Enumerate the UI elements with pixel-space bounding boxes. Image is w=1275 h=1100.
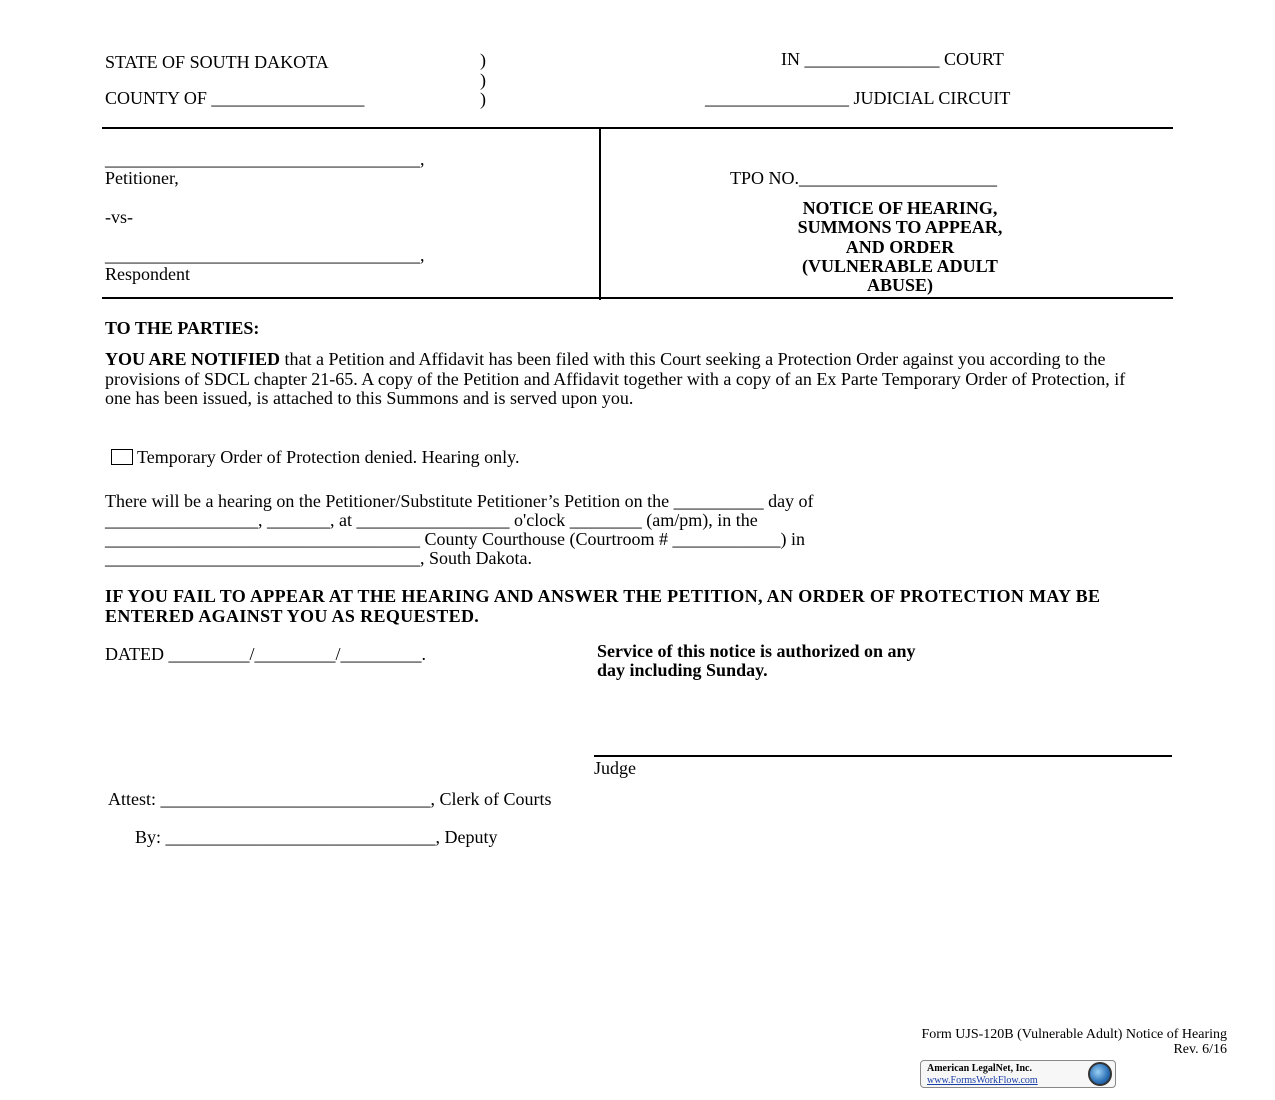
tpo-denied-checkbox[interactable]: [111, 449, 133, 465]
notice-paragraph: [105, 350, 1155, 409]
notified-lead: YOU ARE NOTIFIED: [105, 349, 281, 369]
attest-field[interactable]: Attest: ______________________________, Clerk of Courts: [108, 789, 552, 809]
court-field[interactable]: IN _______________ COURT: [781, 49, 1004, 69]
tpo-denied-label: Temporary Order of Protection denied. Hearing only.: [137, 447, 520, 467]
hearing-line-1[interactable]: There will be a hearing on the Petitioner/Substitute Petitioner’s Petition on the __________ day of: [105, 491, 814, 511]
service-line-1: Service of this notice is authorized on any: [597, 641, 916, 661]
globe-icon: [1088, 1062, 1112, 1086]
state-label: STATE OF SOUTH DAKOTA: [105, 52, 329, 72]
logo-url-link[interactable]: www.FormsWorkFlow.com: [927, 1075, 1038, 1086]
caption-bottom-rule: [102, 297, 1173, 299]
title-line-4: (VULNERABLE ADULT: [802, 255, 998, 276]
respondent-label: Respondent: [105, 264, 190, 284]
title-line-5: ABUSE): [866, 275, 933, 296]
notified-text: that a Petition and Affidavit has been filed with this Court seeking a Protection Order against you according to the provisions of SDCL chapter 21-65. A copy of the Petition and Affidavit together with a copy of an Ex Parte Temporary Order of Protection, if one has been issued, is attached to this Summons and is served upon you.: [105, 349, 1126, 408]
revision-date: Rev. 6/16: [1173, 1042, 1227, 1057]
hearing-line-2[interactable]: _________________, _______, at _________________ o'clock ________ (am/pm), in the: [105, 510, 758, 530]
hearing-line-3[interactable]: ___________________________________ County Courthouse (Courtroom # ____________) in: [105, 529, 805, 549]
caption-top-rule: [102, 127, 1173, 129]
document-title: [700, 199, 1100, 295]
judicial-circuit-field[interactable]: ________________ JUDICIAL CIRCUIT: [705, 88, 1011, 108]
caption-divider: [599, 129, 601, 300]
deputy-field[interactable]: By: ______________________________, Deputy: [135, 827, 498, 847]
failure-warning: IF YOU FAIL TO APPEAR AT THE HEARING AND ANSWER THE PETITION, AN ORDER OF PROTECTION MAY BE ENTERED AGAINST YOU AS REQUESTED.: [105, 586, 1101, 626]
petitioner-label: Petitioner,: [105, 168, 179, 188]
title-line-1: NOTICE OF HEARING,: [802, 198, 998, 218]
dated-field[interactable]: DATED _________/_________/_________.: [105, 644, 426, 664]
caption-paren-3: ): [480, 89, 486, 109]
logo-company-name: American LegalNet, Inc.: [927, 1063, 1032, 1074]
form-number: Form UJS-120B (Vulnerable Adult) Notice of Hearing: [921, 1027, 1227, 1042]
respondent-name-field[interactable]: ___________________________________,: [105, 245, 425, 265]
versus-label: -vs-: [105, 207, 133, 227]
judge-signature-line[interactable]: [594, 755, 1172, 757]
county-field[interactable]: COUNTY OF _________________: [105, 88, 365, 108]
caption-paren-1: ): [480, 50, 486, 70]
judge-label: Judge: [594, 758, 636, 778]
service-line-2: day including Sunday.: [597, 660, 768, 680]
tpo-number-field[interactable]: TPO NO.______________________: [730, 168, 998, 188]
to-the-parties-heading: TO THE PARTIES:: [105, 318, 260, 338]
american-legalnet-logo[interactable]: [920, 1060, 1116, 1088]
petitioner-name-field[interactable]: ___________________________________,: [105, 149, 425, 169]
title-line-3: AND ORDER: [845, 236, 955, 257]
caption-paren-2: ): [480, 70, 486, 90]
title-line-2: SUMMONS TO APPEAR,: [797, 217, 1003, 238]
hearing-line-4[interactable]: ___________________________________, South Dakota.: [105, 548, 532, 568]
